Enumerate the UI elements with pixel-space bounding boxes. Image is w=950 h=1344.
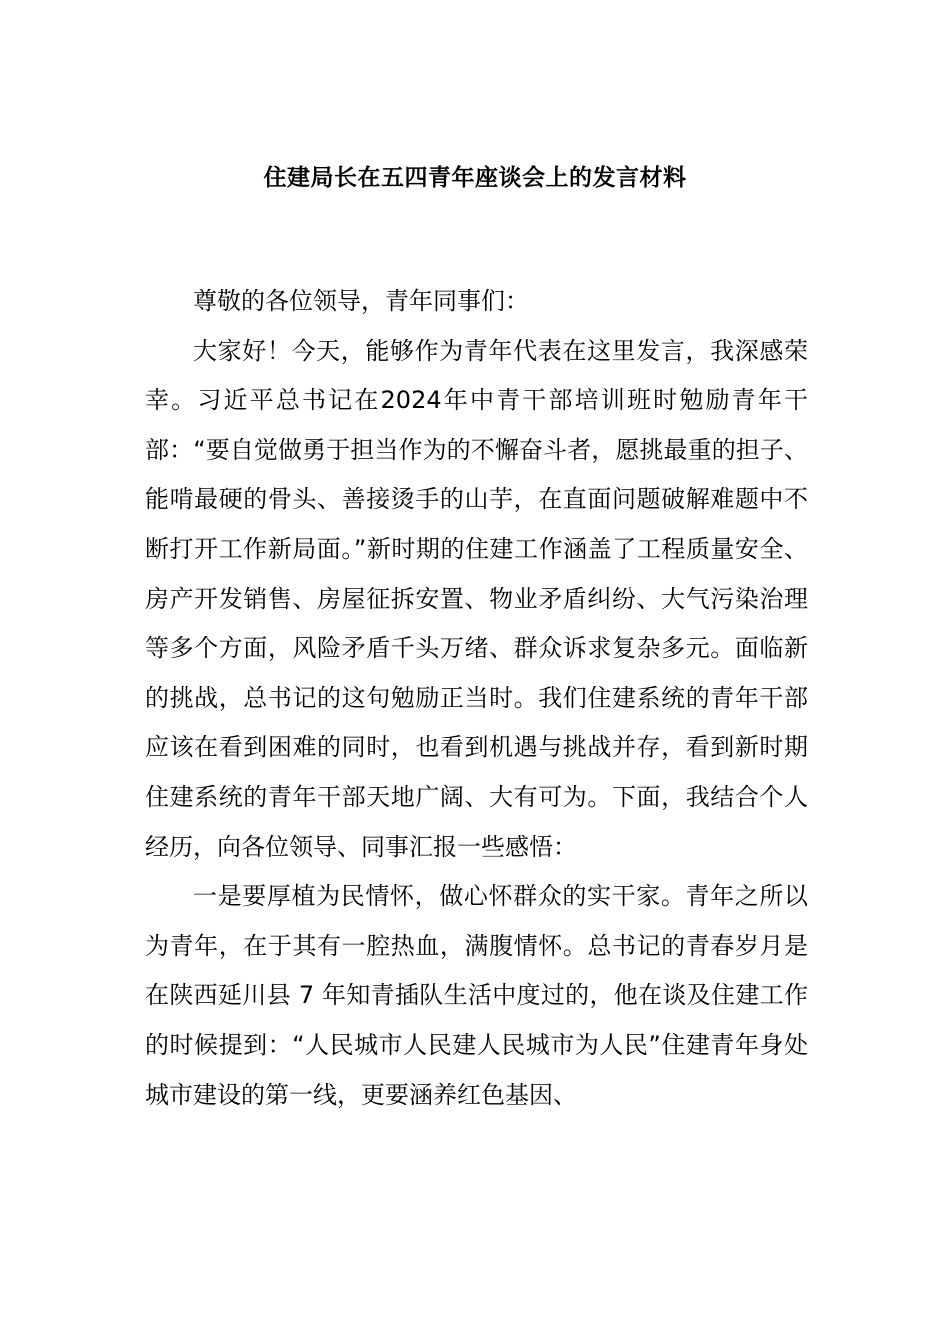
document-body (145, 277, 808, 1120)
paragraph-point-one: 一是要厚植为民情怀，做心怀群众的实干家。青年之所以为青年，在于其有一腔热血，满腹情怀。总书记的青春岁月是在陕西延川县 7 年知青插队生活中度过的，他在谈及住建工作的时候提到：“人民城市人民建人民城市为人民”住建青年身处城市建设的第一线，更要涵养红色基因、 (145, 882, 808, 1109)
paragraph-salutation: 尊敬的各位领导，青年同事们： (193, 287, 529, 315)
paragraph-opening: 大家好！今天，能够作为青年代表在这里发言，我深感荣幸。习近平总书记在2024年中青干部培训班时勉励青年干部：“要自觉做勇于担当作为的不懈奋斗者，愿挑最重的担子、能啃最硬的骨头、善接烫手的山芋，在直面问题破解难题中不断打开工作新局面。”新时期的住建工作涵盖了工程质量安全、房产开发销售、房屋征拆安置、物业矛盾纠纷、大气污染治理等多个方面，风险矛盾千头万绪、群众诉求复杂多元。面临新的挑战，总书记的这句勉励正当时。我们住建系统的青年干部应该在看到困难的同时，也看到机遇与挑战并存，看到新时期住建系统的青年干部天地广阔、大有可为。下面，我结合个人经历，向各位领导、同事汇报一些感悟： (145, 336, 808, 861)
document-title: 住建局长在五四青年座谈会上的发言材料 (263, 165, 687, 191)
